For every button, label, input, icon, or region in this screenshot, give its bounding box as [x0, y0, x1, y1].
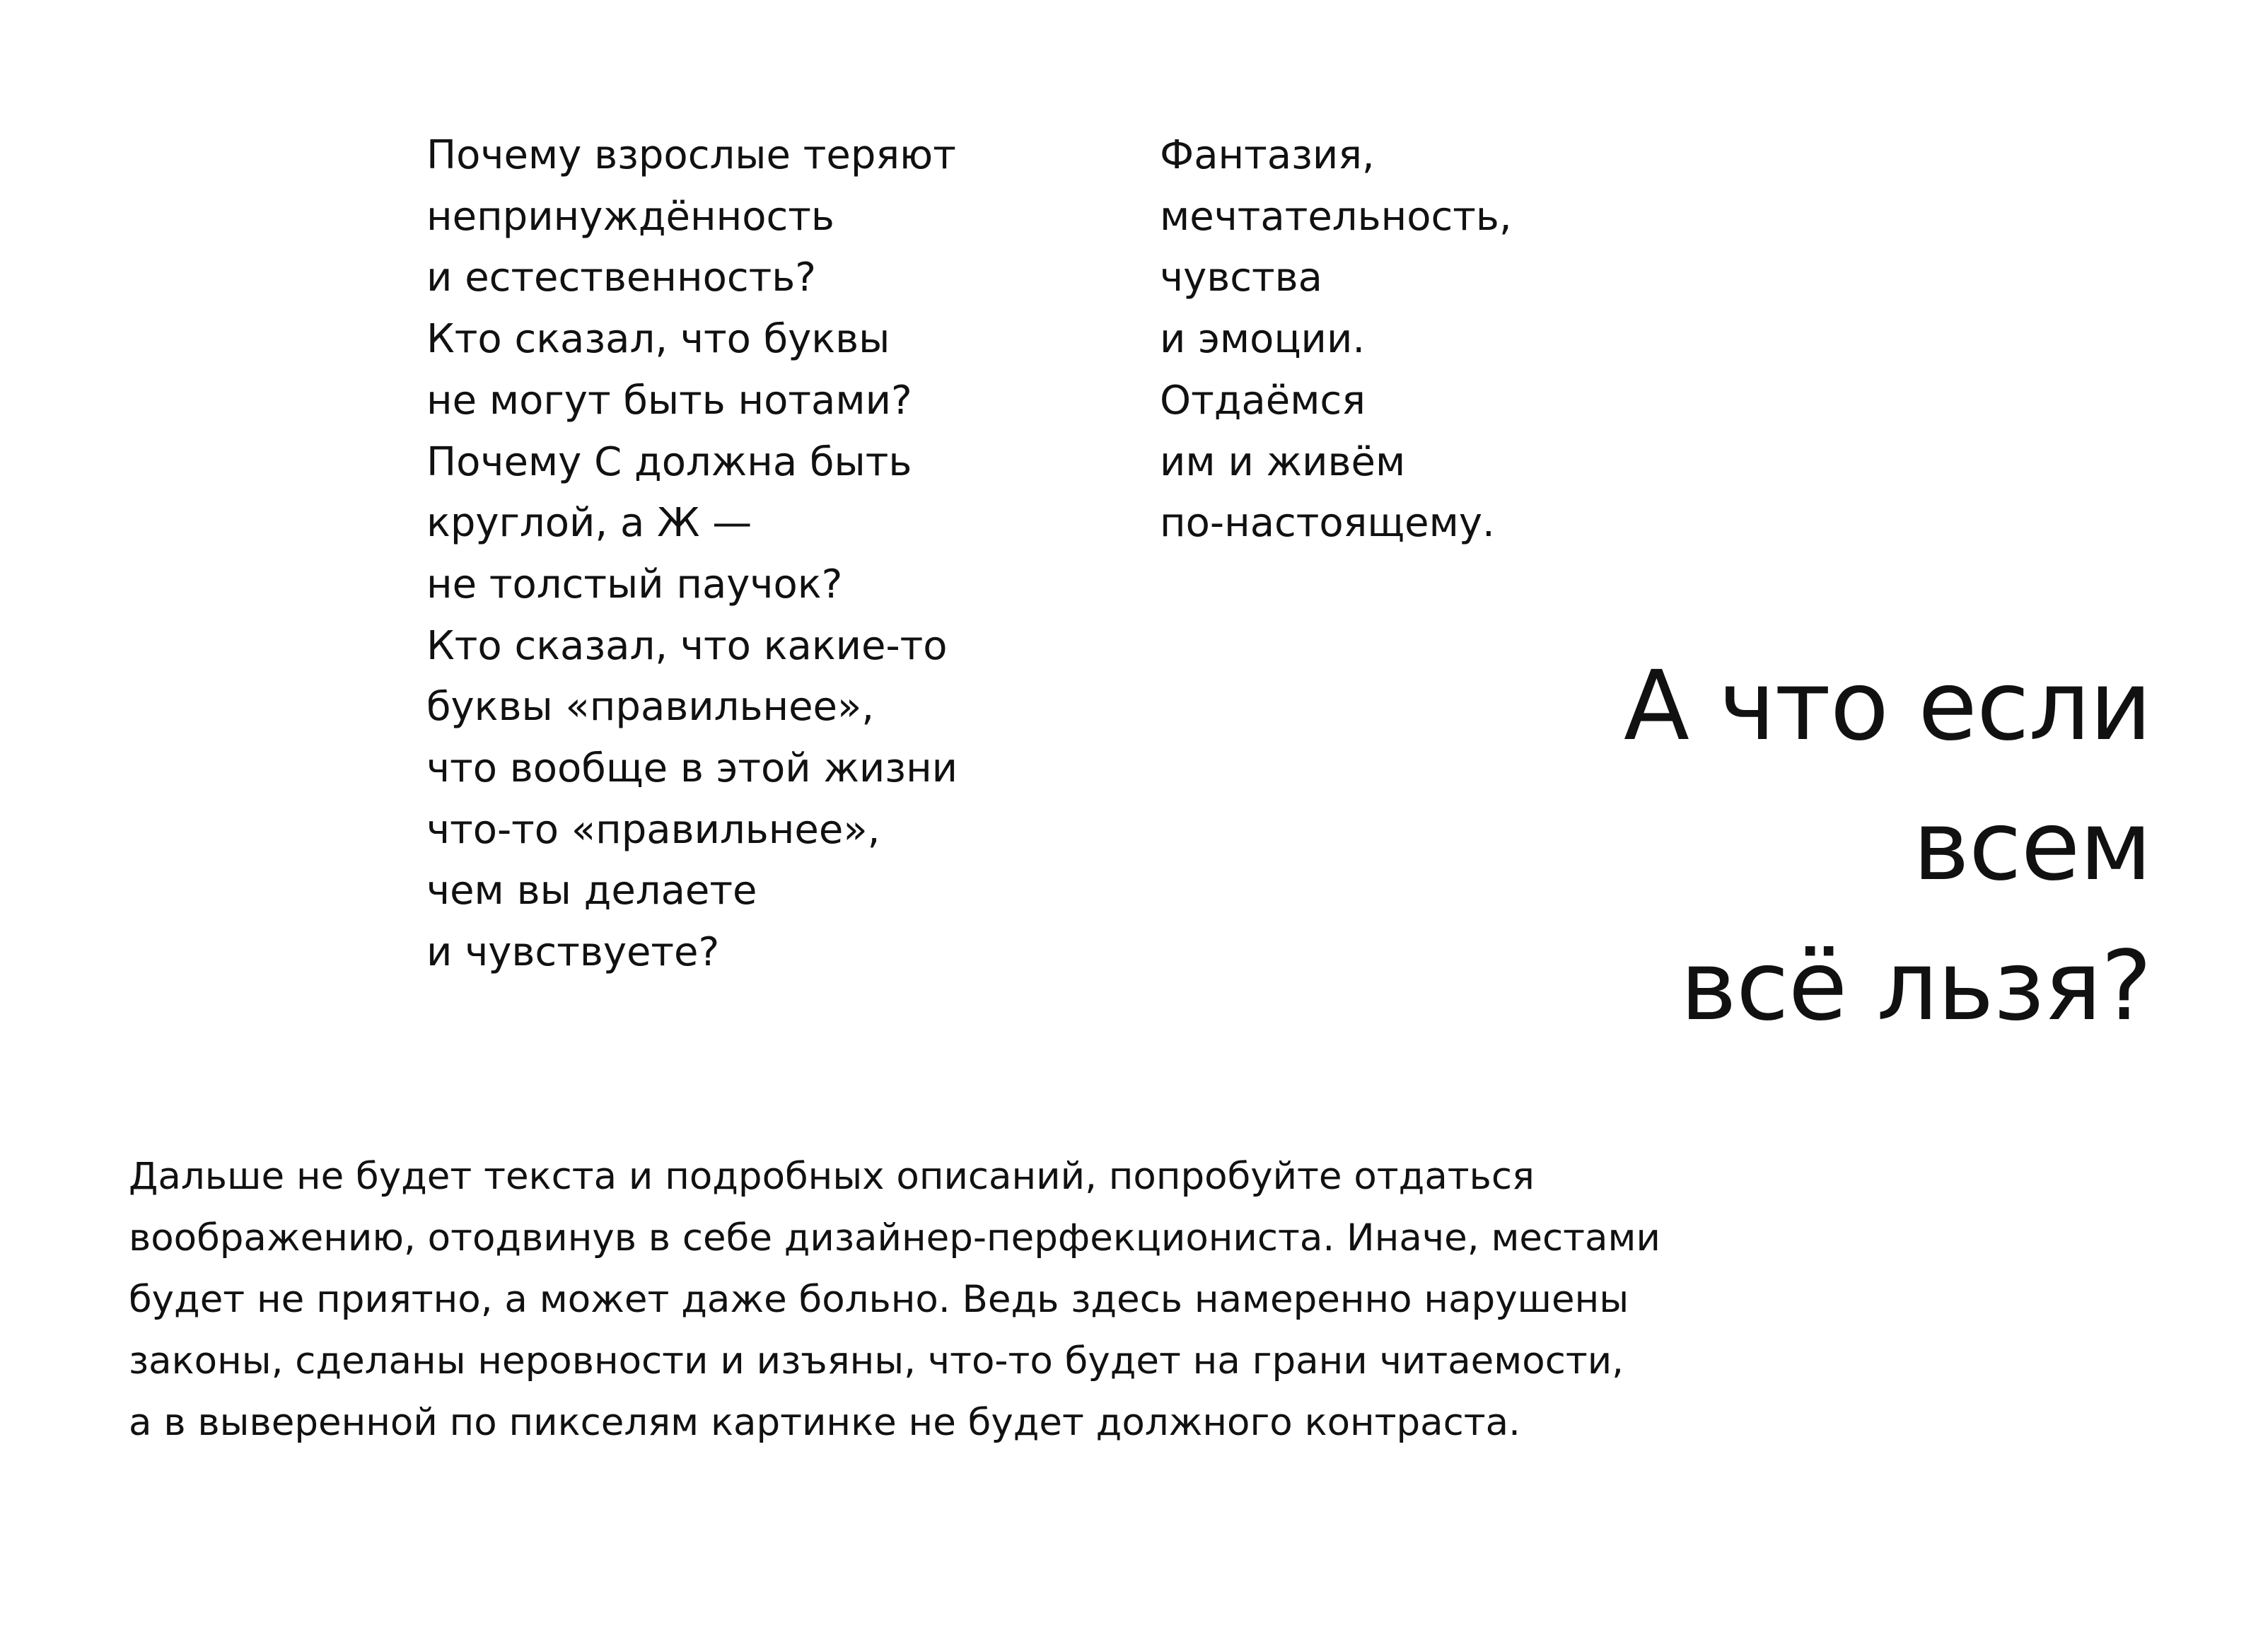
headline — [1624, 636, 2151, 1057]
right-line: Фантазия, — [1160, 132, 1375, 178]
intro-line: Дальше не будет текста и подробных описаний, попробуйте отдаться — [129, 1155, 1535, 1198]
left-line: не толстый паучок? — [426, 561, 843, 607]
left-line: Кто сказал, что какие-то — [426, 622, 948, 669]
intro-line: законы, сделаны неровности и изъяны, что-то будет на грани читаемости, — [129, 1339, 1624, 1383]
left-text-column — [426, 125, 958, 984]
headline-line: всем — [1912, 791, 2151, 902]
headline-line: всё льзя? — [1680, 931, 2151, 1042]
left-line: круглой, а Ж — — [426, 500, 752, 547]
headline-line: А что если — [1623, 651, 2151, 762]
left-line: буквы «правильнее», — [426, 684, 875, 731]
left-line: Почему взрослые теряют — [426, 132, 956, 178]
left-line: Кто сказал, что буквы — [426, 316, 890, 363]
intro-line: будет не приятно, а может даже больно. Ведь здесь намеренно нарушены — [129, 1278, 1629, 1321]
left-line: и естественность? — [426, 255, 817, 301]
right-line: по-настоящему. — [1160, 500, 1495, 547]
left-line: и чувствуете? — [426, 929, 720, 976]
right-line: и эмоции. — [1160, 316, 1366, 363]
right-line: им и живём — [1160, 438, 1406, 485]
right-text-column — [1160, 125, 1512, 554]
left-line: что вообще в этой жизни — [426, 745, 958, 792]
left-line: не могут быть нотами? — [426, 377, 912, 424]
intro-paragraph — [129, 1146, 1660, 1453]
intro-line: а в выверенной по пикселям картинке не будет должного контраста. — [129, 1401, 1520, 1444]
left-line: чем вы делаете — [426, 868, 757, 914]
left-line: Почему С должна быть — [426, 438, 912, 485]
left-line: что-то «правильнее», — [426, 806, 880, 853]
right-line: Отдаёмся — [1160, 377, 1366, 424]
left-line: непринуждённость — [426, 193, 834, 240]
right-line: чувства — [1160, 255, 1322, 301]
right-line: мечтательность, — [1160, 193, 1512, 240]
intro-line: воображению, отодвинув в себе дизайнер-перфекциониста. Иначе, местами — [129, 1216, 1660, 1260]
